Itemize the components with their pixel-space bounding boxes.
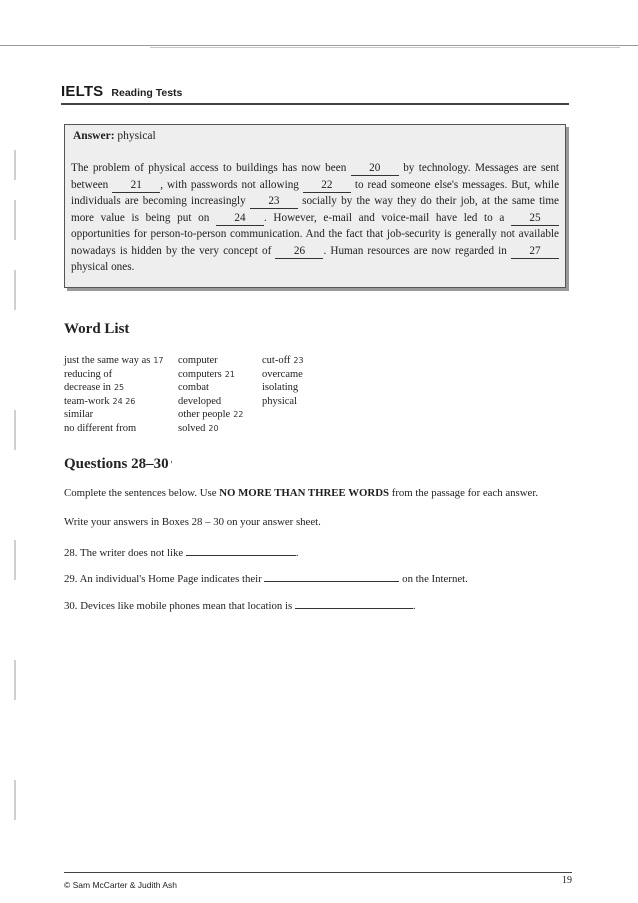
handwritten-note: 23 [293, 356, 304, 365]
gap-23: 23 [250, 195, 298, 209]
passage-text: socially by the way they do their job, at the same time more value is being put on [71, 195, 560, 224]
answer-blank-29[interactable] [264, 572, 399, 582]
word: no different from [64, 422, 137, 434]
word-list-item [262, 381, 304, 395]
word-list-item [178, 395, 243, 409]
header-series: Reading Tests [111, 87, 183, 99]
answer-box [64, 124, 566, 288]
answer-label [73, 130, 156, 142]
word: computers [178, 368, 222, 380]
word-list-item [178, 368, 243, 382]
gap-20: 20 [351, 162, 399, 176]
passage-text: physical ones. [71, 261, 135, 273]
answer-label-word: Answer: [73, 130, 115, 142]
word: physical [262, 395, 297, 407]
word: just the same way as [64, 355, 151, 366]
word-list-item [64, 368, 164, 382]
summary-passage [71, 160, 559, 276]
question-text: 28. The writer does not like [64, 547, 184, 559]
passage-text: to read someone else's messages. But, while individuals are becoming increasingly [71, 178, 560, 207]
question-30 [64, 599, 416, 612]
word-list-item [178, 408, 243, 422]
passage-text: . However, e-mail and voice-mail have led to a [263, 211, 505, 224]
word: other people [178, 409, 231, 421]
questions-title-text: Questions 28–30 [64, 456, 169, 472]
gap-21: 21 [112, 179, 160, 193]
instruction-1 [64, 487, 538, 499]
handwritten-mark: ' [170, 460, 173, 471]
gap-24: 24 [216, 212, 264, 226]
word-list-item [64, 381, 164, 395]
question-text: . [295, 547, 299, 559]
gap-27: 27 [511, 245, 559, 259]
word-list-item [178, 422, 243, 436]
question-text: 29. An individual's Home Page indicates their [64, 573, 262, 585]
handwritten-note: 24 26 [112, 396, 136, 406]
handwritten-note: 21 [224, 369, 235, 379]
header-rule [61, 103, 569, 105]
word-list-item [262, 354, 304, 368]
handwritten-note: 20 [208, 423, 219, 433]
word-list-column-1 [64, 354, 164, 436]
handwritten-note: 25 [113, 383, 125, 393]
instruction-emphasis: NO MORE THAN THREE WORDS [219, 487, 390, 499]
word-list-item [64, 395, 164, 409]
word: decrease in [64, 382, 111, 394]
copyright: © Sam McCarter & Judith Ash [64, 880, 178, 890]
answer-label-value: physical [117, 130, 156, 142]
passage-text: . Human resources are now regarded in [323, 244, 507, 257]
word: developed [178, 395, 222, 407]
word: isolating [262, 382, 299, 394]
instruction-text: Complete the sentences below. Use [64, 487, 217, 499]
word: overcame [262, 368, 303, 380]
binding-marks [0, 140, 22, 880]
scan-top-line-secondary [150, 47, 620, 48]
word: reducing of [64, 368, 113, 380]
word-list-title: Word List [64, 321, 130, 337]
word: similar [64, 409, 94, 421]
gap-22: 22 [303, 179, 351, 193]
instruction-2: Write your answers in Boxes 28 – 30 on your answer sheet. [64, 516, 321, 528]
handwritten-note: 22 [233, 410, 244, 420]
word: combat [178, 382, 209, 394]
question-text: . [412, 600, 416, 612]
word-list-column-3 [262, 354, 304, 408]
passage-text: , with passwords not allowing [160, 178, 299, 191]
passage-text: The problem of physical access to buildings has now been [71, 162, 347, 174]
answer-blank-28[interactable] [186, 546, 296, 556]
footer-rule [64, 872, 572, 873]
word: computer [178, 355, 218, 366]
word: solved [178, 422, 206, 434]
word: team-work [64, 395, 110, 407]
handwritten-note: 17 [153, 356, 164, 365]
page-header [61, 83, 569, 105]
page-number: 19 [562, 875, 572, 886]
question-28 [64, 546, 299, 559]
question-text: on the Internet. [402, 573, 468, 585]
word-list-item [64, 408, 164, 422]
passage-text: opportunities for person-to-person communication. And the fact that job-security is generally not available nowadays is hidden by the very concept of [71, 228, 559, 257]
word-list-column-2 [178, 354, 243, 436]
word-list-item [262, 368, 304, 382]
word-list-item [64, 422, 164, 436]
word-list-item [262, 395, 304, 409]
word: cut-off [262, 355, 291, 366]
gap-26: 26 [275, 245, 323, 259]
gap-25: 25 [511, 212, 559, 226]
scan-top-line [0, 45, 638, 46]
instruction-text: from the passage for each answer. [391, 487, 539, 499]
header-brand: IELTS [61, 83, 104, 100]
word-list-item [64, 354, 164, 368]
word-list-item [178, 354, 243, 368]
questions-title [64, 456, 172, 473]
answer-blank-30[interactable] [295, 599, 413, 609]
question-text: 30. Devices like mobile phones mean that location is [64, 600, 293, 612]
question-29 [64, 572, 468, 585]
word-list-item [178, 381, 243, 395]
passage-text: by technology. Messages are sent between [71, 162, 560, 191]
